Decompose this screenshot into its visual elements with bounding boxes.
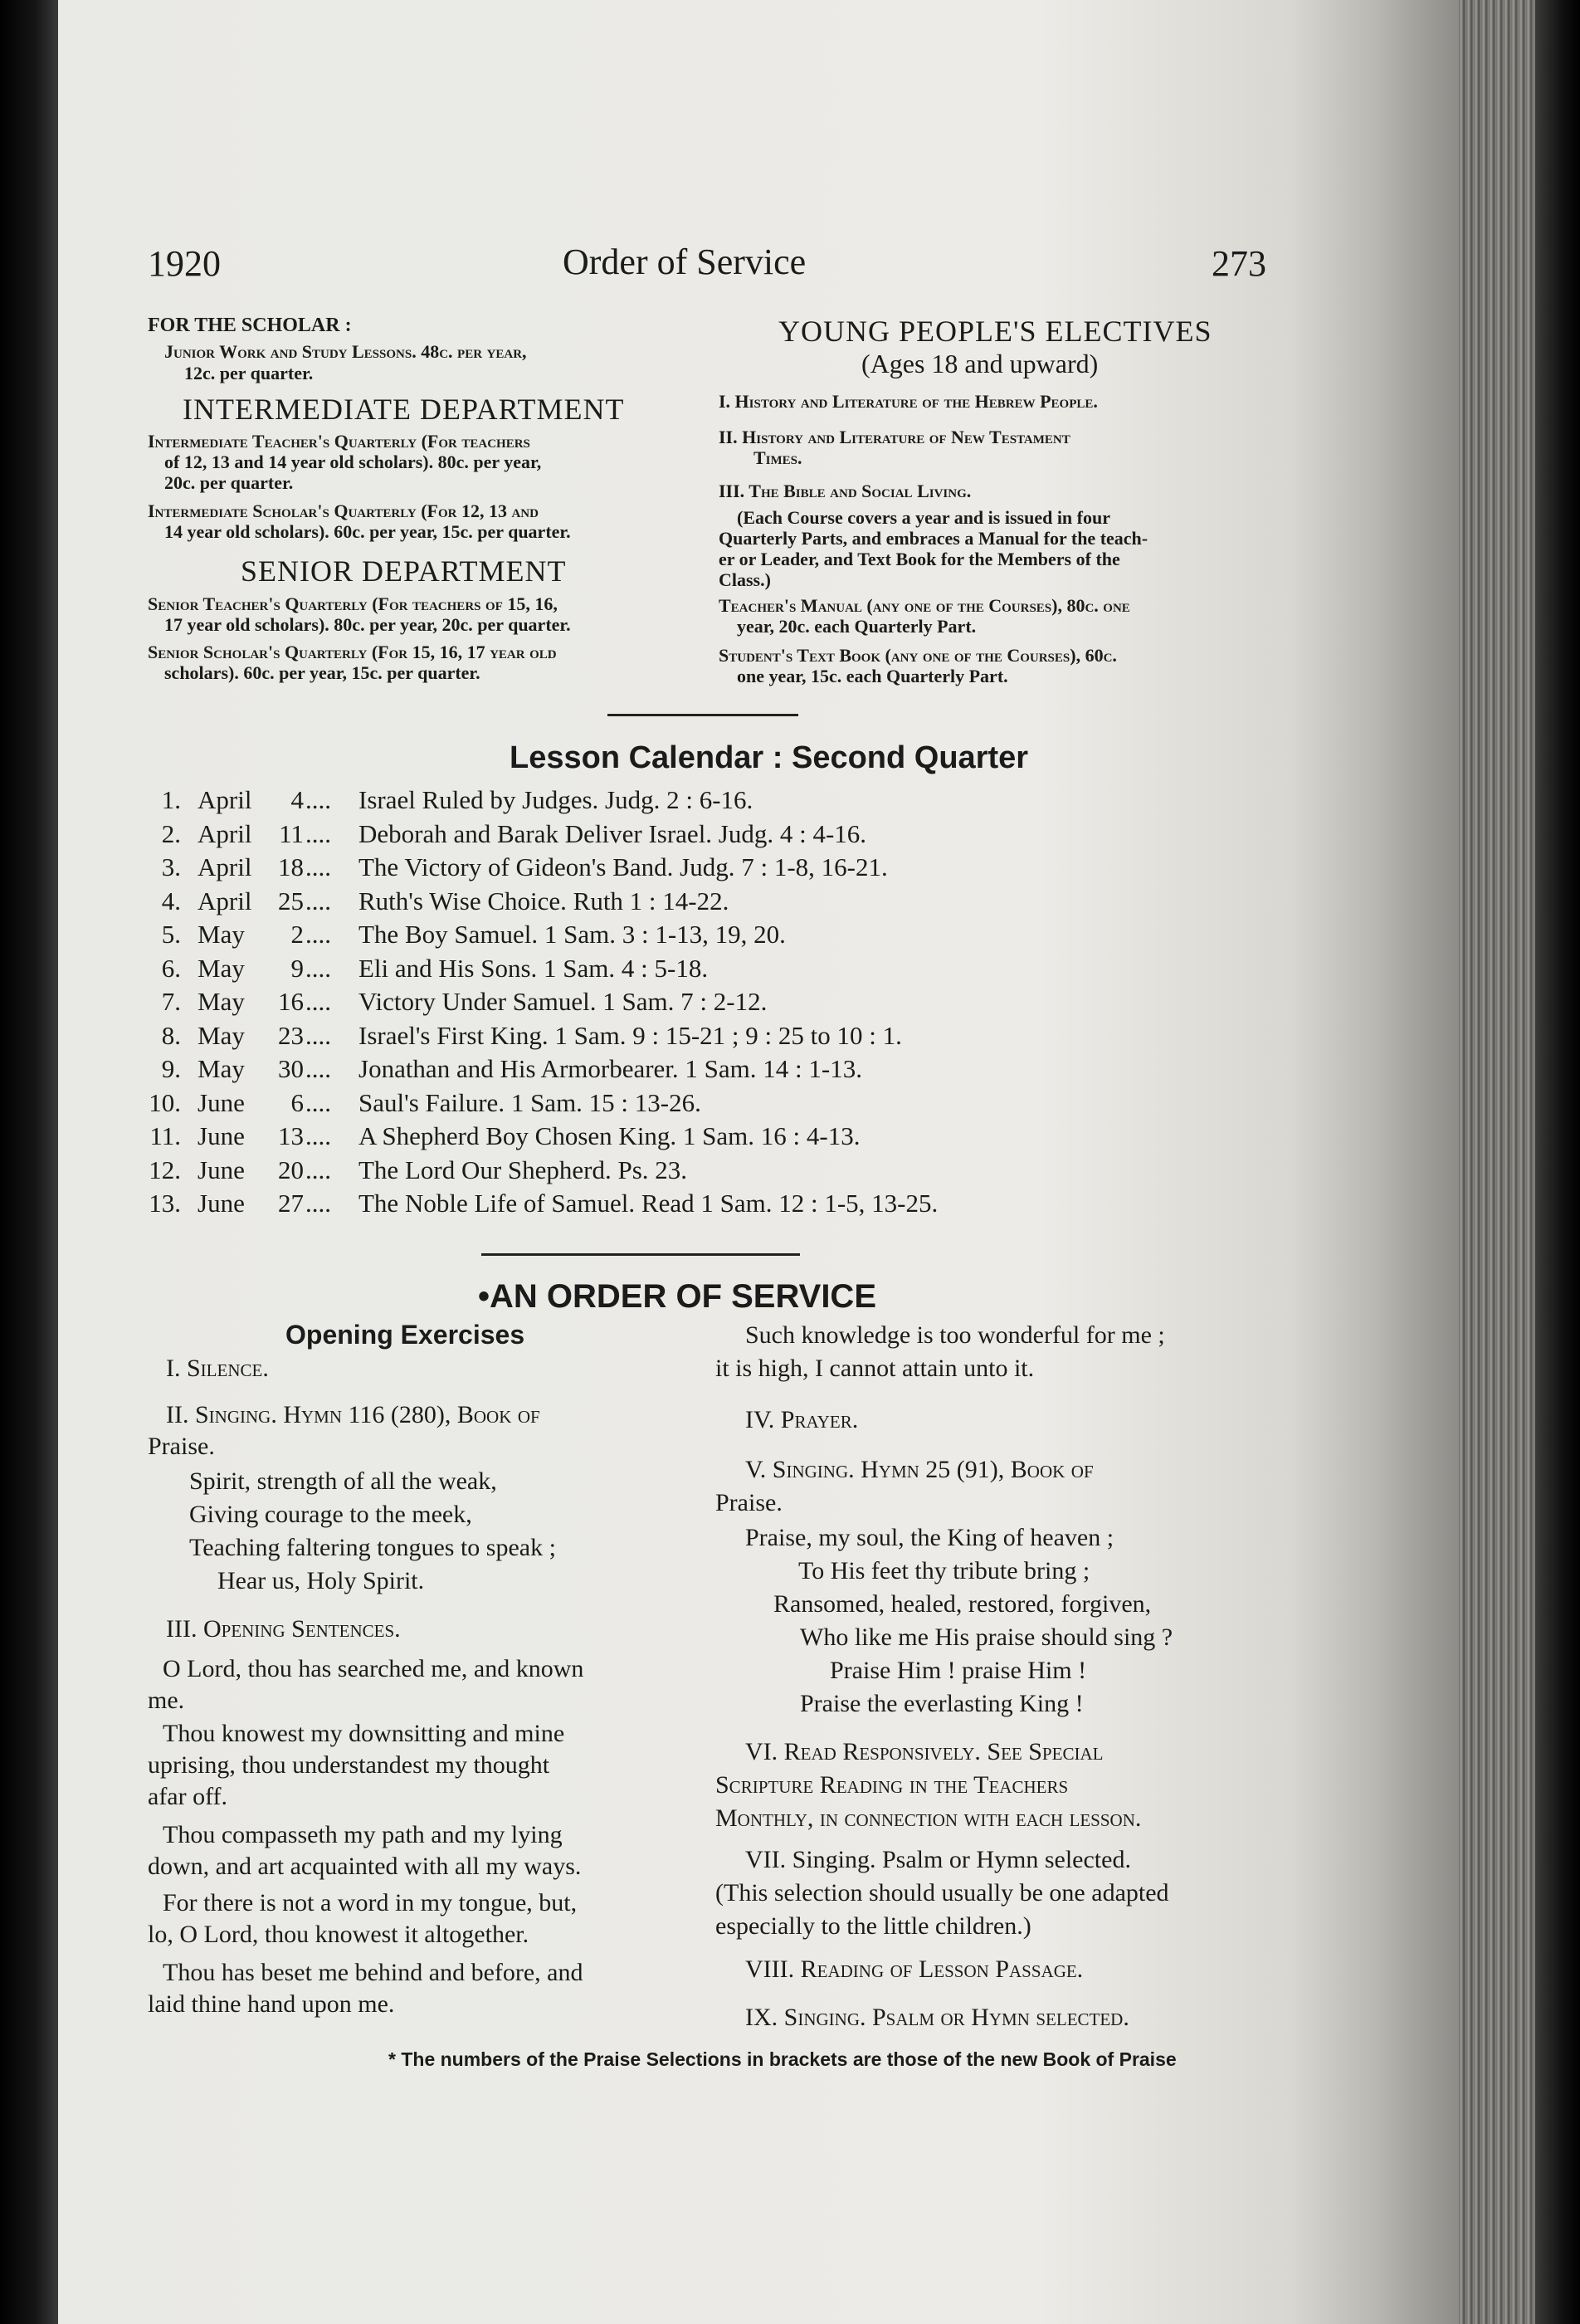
students-textbook-line-1: Student's Text Book (any one of the Courses), 60c. xyxy=(719,645,1117,666)
int-teacher-line-1: Intermediate Teacher's Quarterly (For teachers xyxy=(148,431,530,452)
calendar-row-leader-dots: .... xyxy=(305,1054,331,1083)
order-right-line: Who like me His praise should sing ? xyxy=(800,1623,1173,1651)
calendar-row-day: 11 xyxy=(279,819,304,848)
calendar-row-leader-dots: .... xyxy=(305,852,331,881)
order-left-line: II. Singing. Hymn 116 (280), Book of xyxy=(166,1401,540,1428)
calendar-row-month: June xyxy=(198,1121,245,1150)
calendar-row-number: 8. xyxy=(161,1021,181,1050)
calendar-row-day: 16 xyxy=(278,987,304,1016)
order-left-line: Thou has beset me behind and before, and xyxy=(163,1959,583,1986)
electives-subtitle: (Ages 18 and upward) xyxy=(861,349,1099,378)
calendar-row-number: 6. xyxy=(161,954,181,983)
calendar-row-month: June xyxy=(198,1155,245,1184)
order-left-line: For there is not a word in my tongue, but, xyxy=(163,1889,578,1916)
calendar-row-month: April xyxy=(198,785,252,814)
order-left-line: laid thine hand upon me. xyxy=(148,1990,395,2018)
footnote: * The numbers of the Praise Selections in brackets are those of the new Book of Praise xyxy=(388,2048,1177,2070)
calendar-row-lesson: Jonathan and His Armorbearer. 1 Sam. 14 : 1-13. xyxy=(358,1054,862,1083)
calendar-row-number: 12. xyxy=(149,1155,181,1184)
calendar-row-day: 27 xyxy=(278,1189,304,1218)
calendar-title: Lesson Calendar : Second Quarter xyxy=(510,740,1029,775)
calendar-row-number: 10. xyxy=(149,1088,181,1117)
calendar-row-number: 13. xyxy=(149,1189,181,1218)
order-right-line: Praise the everlasting King ! xyxy=(800,1690,1084,1717)
junior-line-2: 12c. per quarter. xyxy=(184,363,314,383)
order-right-line: Scripture Reading in the Teachers xyxy=(715,1771,1069,1799)
order-right-line: VI. Read Responsively. See Special xyxy=(745,1738,1104,1765)
order-right-line: VIII. Reading of Lesson Passage. xyxy=(745,1955,1084,1983)
order-left-line: Thou knowest my downsitting and mine xyxy=(163,1720,565,1747)
order-right-line: Praise, my soul, the King of heaven ; xyxy=(745,1524,1114,1551)
order-title: •AN ORDER OF SERVICE xyxy=(478,1278,876,1315)
sen-scholar-line-2: scholars). 60c. per year, 15c. per quarter. xyxy=(164,662,480,683)
book-edge-shadow xyxy=(1535,0,1580,2324)
order-left-line: Spirit, strength of all the weak, xyxy=(189,1467,497,1495)
order-right-line: Praise Him ! praise Him ! xyxy=(830,1657,1087,1684)
calendar-row-day: 2 xyxy=(290,920,304,949)
int-teacher-line-3: 20c. per quarter. xyxy=(164,472,294,493)
elective-note-line-2: Quarterly Parts, and embraces a Manual for the teach- xyxy=(719,528,1148,549)
order-left-line: I. Silence. xyxy=(166,1355,269,1382)
int-scholar-line-1: Intermediate Scholar's Quarterly (For 12, 13 and xyxy=(148,500,539,521)
calendar-row-month: May xyxy=(198,1054,245,1083)
calendar-row-month: May xyxy=(198,1021,245,1050)
scholar-label: FOR THE SCHOLAR : xyxy=(148,315,352,336)
elective-item-2-line-2: Times. xyxy=(753,447,802,468)
calendar-row-lesson: A Shepherd Boy Chosen King. 1 Sam. 16 : 4-13. xyxy=(358,1121,861,1150)
teachers-manual-line-2: year, 20c. each Quarterly Part. xyxy=(737,616,977,637)
calendar-row-lesson: Saul's Failure. 1 Sam. 15 : 13-26. xyxy=(358,1088,701,1117)
order-left-line: Hear us, Holy Spirit. xyxy=(217,1567,425,1594)
calendar-row-number: 4. xyxy=(161,886,181,915)
order-left-line: Teaching faltering tongues to speak ; xyxy=(189,1534,556,1561)
order-left-line: O Lord, thou has searched me, and known xyxy=(163,1655,584,1682)
calendar-row-lesson: Victory Under Samuel. 1 Sam. 7 : 2-12. xyxy=(358,987,768,1016)
order-right-line: V. Singing. Hymn 25 (91), Book of xyxy=(745,1456,1094,1483)
order-left-line: III. Opening Sentences. xyxy=(166,1615,401,1643)
calendar-row-leader-dots: .... xyxy=(305,987,331,1016)
order-right-line: Ransomed, healed, restored, forgiven, xyxy=(773,1590,1152,1618)
header-year: 1920 xyxy=(148,243,221,284)
calendar-row-number: 7. xyxy=(161,987,181,1016)
elective-note-line-4: Class.) xyxy=(719,569,771,590)
teachers-manual-line-1: Teacher's Manual (any one of the Courses), 80c. one xyxy=(719,595,1130,616)
calendar-row-month: April xyxy=(198,886,252,915)
calendar-row-lesson: The Victory of Gideon's Band. Judg. 7 : 1-8, 16-21. xyxy=(358,852,888,881)
order-right-line: Such knowledge is too wonderful for me ; xyxy=(745,1321,1165,1349)
calendar-row-month: June xyxy=(198,1088,245,1117)
elective-item-3: III. The Bible and Social Living. xyxy=(719,481,972,501)
calendar-row-month: June xyxy=(198,1189,245,1218)
calendar-row-day: 23 xyxy=(278,1021,304,1050)
calendar-row-month: May xyxy=(198,987,245,1016)
students-textbook-line-2: one year, 15c. each Quarterly Part. xyxy=(737,666,1008,686)
divider-rule-2 xyxy=(481,1253,800,1256)
header-title: Order of Service xyxy=(563,242,807,282)
calendar-row-leader-dots: .... xyxy=(305,954,331,983)
order-left-line: me. xyxy=(148,1687,185,1714)
calendar-row-leader-dots: .... xyxy=(305,1088,331,1117)
intermediate-title: INTERMEDIATE DEPARTMENT xyxy=(183,393,625,426)
book-spine-shadow xyxy=(0,0,58,2324)
calendar-row-number: 5. xyxy=(161,920,181,949)
order-left-line: Giving courage to the meek, xyxy=(189,1501,472,1528)
calendar-row-day: 6 xyxy=(290,1088,304,1117)
calendar-row-month: April xyxy=(198,819,252,848)
sen-teacher-line-2: 17 year old scholars). 80c. per year, 20c. per quarter. xyxy=(164,614,571,635)
elective-note-line-1: (Each Course covers a year and is issued in four xyxy=(737,507,1110,528)
order-right-line: Praise. xyxy=(715,1489,783,1516)
calendar-row-lesson: Deborah and Barak Deliver Israel. Judg. 4 : 4-16. xyxy=(358,819,867,848)
sen-scholar-line-1: Senior Scholar's Quarterly (For 15, 16, 17 year old xyxy=(148,642,557,662)
calendar-row-lesson: The Lord Our Shepherd. Ps. 23. xyxy=(358,1155,688,1184)
header-page-number: 273 xyxy=(1212,243,1266,284)
calendar-row-day: 20 xyxy=(278,1155,304,1184)
calendar-row-month: May xyxy=(198,954,245,983)
calendar-row-leader-dots: .... xyxy=(305,886,331,915)
order-right-line: VII. Singing. Psalm or Hymn selected. xyxy=(745,1846,1131,1873)
order-left-line: down, and art acquainted with all my ways. xyxy=(148,1853,582,1880)
calendar-row-number: 9. xyxy=(161,1054,181,1083)
elective-item-1: I. History and Literature of the Hebrew People. xyxy=(719,391,1098,412)
order-left-line: Praise. xyxy=(148,1433,215,1460)
calendar-row-number: 2. xyxy=(161,819,181,848)
order-left-line: uprising, thou understandest my thought xyxy=(148,1751,550,1779)
calendar-row-day: 18 xyxy=(278,852,304,881)
calendar-row-number: 11. xyxy=(149,1121,181,1150)
int-teacher-line-2: of 12, 13 and 14 year old scholars). 80c. per year, xyxy=(164,452,542,472)
calendar-row-leader-dots: .... xyxy=(305,785,331,814)
calendar-row-month: April xyxy=(198,852,252,881)
calendar-row-leader-dots: .... xyxy=(305,920,331,949)
calendar-row-day: 9 xyxy=(290,954,304,983)
order-left-line: Thou compasseth my path and my lying xyxy=(163,1821,563,1848)
calendar-row-leader-dots: .... xyxy=(305,1121,331,1150)
int-scholar-line-2: 14 year old scholars). 60c. per year, 15c. per quarter. xyxy=(164,521,571,542)
calendar-row-day: 13 xyxy=(278,1121,304,1150)
calendar-row-lesson: Ruth's Wise Choice. Ruth 1 : 14-22. xyxy=(358,886,729,915)
calendar-row-number: 3. xyxy=(161,852,181,881)
senior-title: SENIOR DEPARTMENT xyxy=(241,554,567,588)
calendar-row-month: May xyxy=(198,920,245,949)
calendar-row-leader-dots: .... xyxy=(305,819,331,848)
order-right-line: especially to the little children.) xyxy=(715,1912,1031,1940)
calendar-row-number: 1. xyxy=(161,785,181,814)
calendar-row-leader-dots: .... xyxy=(305,1189,331,1218)
elective-item-2-line-1: II. History and Literature of New Testament xyxy=(719,427,1070,447)
opening-exercises-heading: Opening Exercises xyxy=(285,1320,525,1350)
divider-rule-1 xyxy=(607,714,798,716)
order-right-line: IV. Prayer. xyxy=(745,1406,859,1433)
order-right-line: Monthly, in connection with each lesson. xyxy=(715,1804,1142,1832)
elective-note-line-3: er or Leader, and Text Book for the Members of the xyxy=(719,549,1120,569)
calendar-row-leader-dots: .... xyxy=(305,1021,331,1050)
calendar-row-day: 25 xyxy=(278,886,304,915)
order-right-line: it is high, I cannot attain unto it. xyxy=(715,1355,1035,1382)
calendar-row-lesson: The Boy Samuel. 1 Sam. 3 : 1-13, 19, 20. xyxy=(358,920,786,949)
sen-teacher-line-1: Senior Teacher's Quarterly (For teachers of 15, 16, xyxy=(148,593,558,614)
electives-title: YOUNG PEOPLE'S ELECTIVES xyxy=(778,315,1212,348)
calendar-row-lesson: Israel's First King. 1 Sam. 9 : 15-21 ; 9 : 25 to 10 : 1. xyxy=(358,1021,902,1050)
junior-line-1: Junior Work and Study Lessons. 48c. per year, xyxy=(164,341,527,362)
order-right-line: To His feet thy tribute bring ; xyxy=(798,1557,1090,1584)
calendar-row-lesson: Eli and His Sons. 1 Sam. 4 : 5-18. xyxy=(358,954,709,983)
calendar-row-day: 30 xyxy=(278,1054,304,1083)
order-left-line: lo, O Lord, thou knowest it altogether. xyxy=(148,1921,529,1948)
order-right-line: IX. Singing. Psalm or Hymn selected. xyxy=(745,2004,1129,2031)
order-right-line: (This selection should usually be one adapted xyxy=(715,1879,1169,1907)
calendar-row-lesson: Israel Ruled by Judges. Judg. 2 : 6-16. xyxy=(358,785,753,814)
calendar-row-day: 4 xyxy=(290,785,304,814)
order-left-line: afar off. xyxy=(148,1783,228,1810)
calendar-row-leader-dots: .... xyxy=(305,1155,331,1184)
calendar-row-lesson: The Noble Life of Samuel. Read 1 Sam. 12 : 1-5, 13-25. xyxy=(358,1189,939,1218)
